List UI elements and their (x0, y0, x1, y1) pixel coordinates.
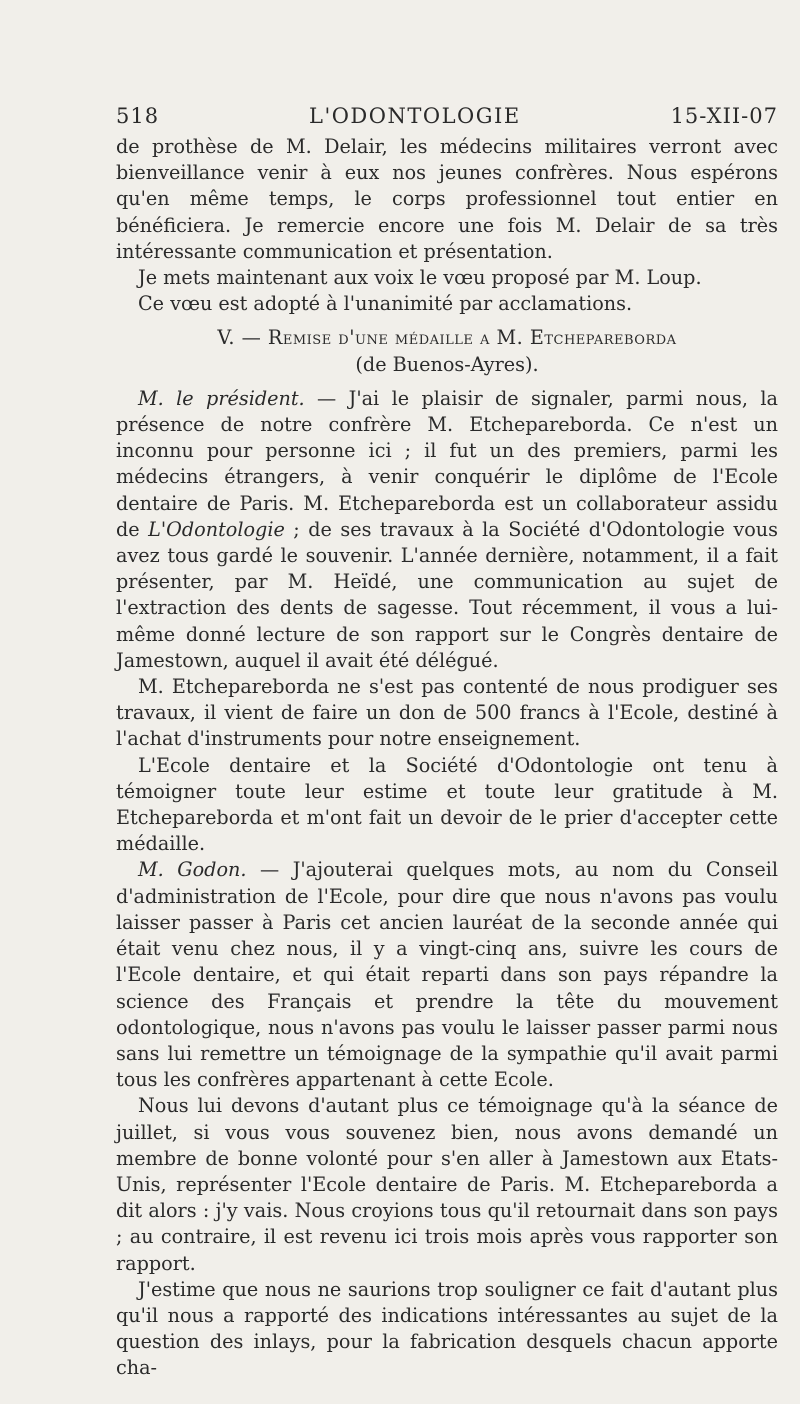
issue-date: 15-XII-07 (670, 104, 778, 128)
paragraph-vote: Je mets maintenant aux voix le vœu proposé par M. Loup. (138, 266, 702, 290)
paragraph-jamestown: Nous lui devons d'autant plus ce témoignage qu'à la séance de juillet, si vous vous souvenez bien, nous avons demandé un membre de bonne volonté pour s'en aller à Jamestown aux Etats-Unis, représenter l'Ecole dentaire de Paris. M. Etchepareborda a dit alors : j'y vais. Nous croyions tous qu'il retournait dans son pays ; au contraire, il est revenu ici trois mois après vous rapporter son rapport. (116, 1094, 778, 1275)
running-head (116, 104, 778, 128)
paragraph-continuation: de prothèse de M. Delair, les médecins militaires verront avec bienveillance venir à eux nos jeunes confrères. Nous espérons qu'en même temps, le corps professionnel tout entier en bénéficiera. Je remercie encore une fois M. Delair de sa très intéressante communication et présentation. (116, 135, 778, 263)
speech-president (116, 386, 778, 674)
speech-godon (116, 857, 778, 1093)
journal-name-italic: L'Odontologie (148, 517, 285, 541)
body-text (116, 134, 778, 1382)
speaker-godon: M. Godon. (138, 858, 247, 882)
speaker-president: M. le président. (138, 386, 305, 410)
section-heading-subtitle: (de Buenos-Ayres). (355, 352, 539, 376)
paragraph-adopted: Ce vœu est adopté à l'unanimité par acclamations. (138, 292, 633, 316)
page-number: 518 (116, 104, 160, 128)
section-heading (116, 325, 778, 377)
section-heading-title: V. — Remise d'une médaille a M. Etchepareborda (217, 326, 677, 350)
paragraph-medal: L'Ecole dentaire et la Société d'Odontologie ont tenu à témoigner toute leur estime et toute leur gratitude à M. Etchepareborda et m'ont fait un devoir de le prier d'accepter cette médaille. (116, 753, 778, 856)
journal-title: L'ODONTOLOGIE (309, 104, 521, 128)
speech-godon-text: — J'ajouterai quelques mots, au nom du Conseil d'administration de l'Ecole, pour dire que nous n'avons pas voulu laisser passer à Paris cet ancien lauréat de la seconde année qui était venu chez nous, il y a vingt-cinq ans, suivre les cours de l'Ecole dentaire, et qui était reparti dans son pays répandre la science des Français et prendre la tête du mouvement odontologique, nous n'avons pas voulu le laisser passer parmi nous sans lui remettre un témoignage de la sympathie qu'il avait parmi tous les confrères appartenant à cette Ecole. (116, 858, 778, 1092)
paragraph-inlays: J'estime que nous ne saurions trop souligner ce fait d'autant plus qu'il nous a rapporté des indications intéressantes au sujet de la question des inlays, pour la fabrication desquels chacun apporte cha- (116, 1277, 778, 1380)
paragraph-donation: M. Etchepareborda ne s'est pas contenté de nous prodiguer ses travaux, il vient de faire un don de 500 francs à l'Ecole, destiné à l'achat d'instruments pour notre enseignement. (116, 675, 778, 751)
speech-president-text-a: — J'ai le plaisir de signaler, parmi nous, la présence de notre confrère M. Etchepareborda. Ce n'est un inconnu pour personne ici ; il fut un des premiers, parmi les médecins étrangers, à venir conquérir le diplôme de l'Ecole dentaire de Paris. M. Etchepareborda est un collaborateur assidu de (116, 386, 778, 541)
speech-president-text-b: ; de ses travaux à la Société d'Odontologie vous avez tous gardé le souvenir. L'année dernière, notamment, il a fait présenter, par M. Heïdé, une communication au sujet de l'extraction des dents de sagesse. Tout récemment, il vous a lui-même donné lecture de son rapport sur le Congrès dentaire de Jamestown, auquel il avait été délégué. (116, 517, 778, 672)
